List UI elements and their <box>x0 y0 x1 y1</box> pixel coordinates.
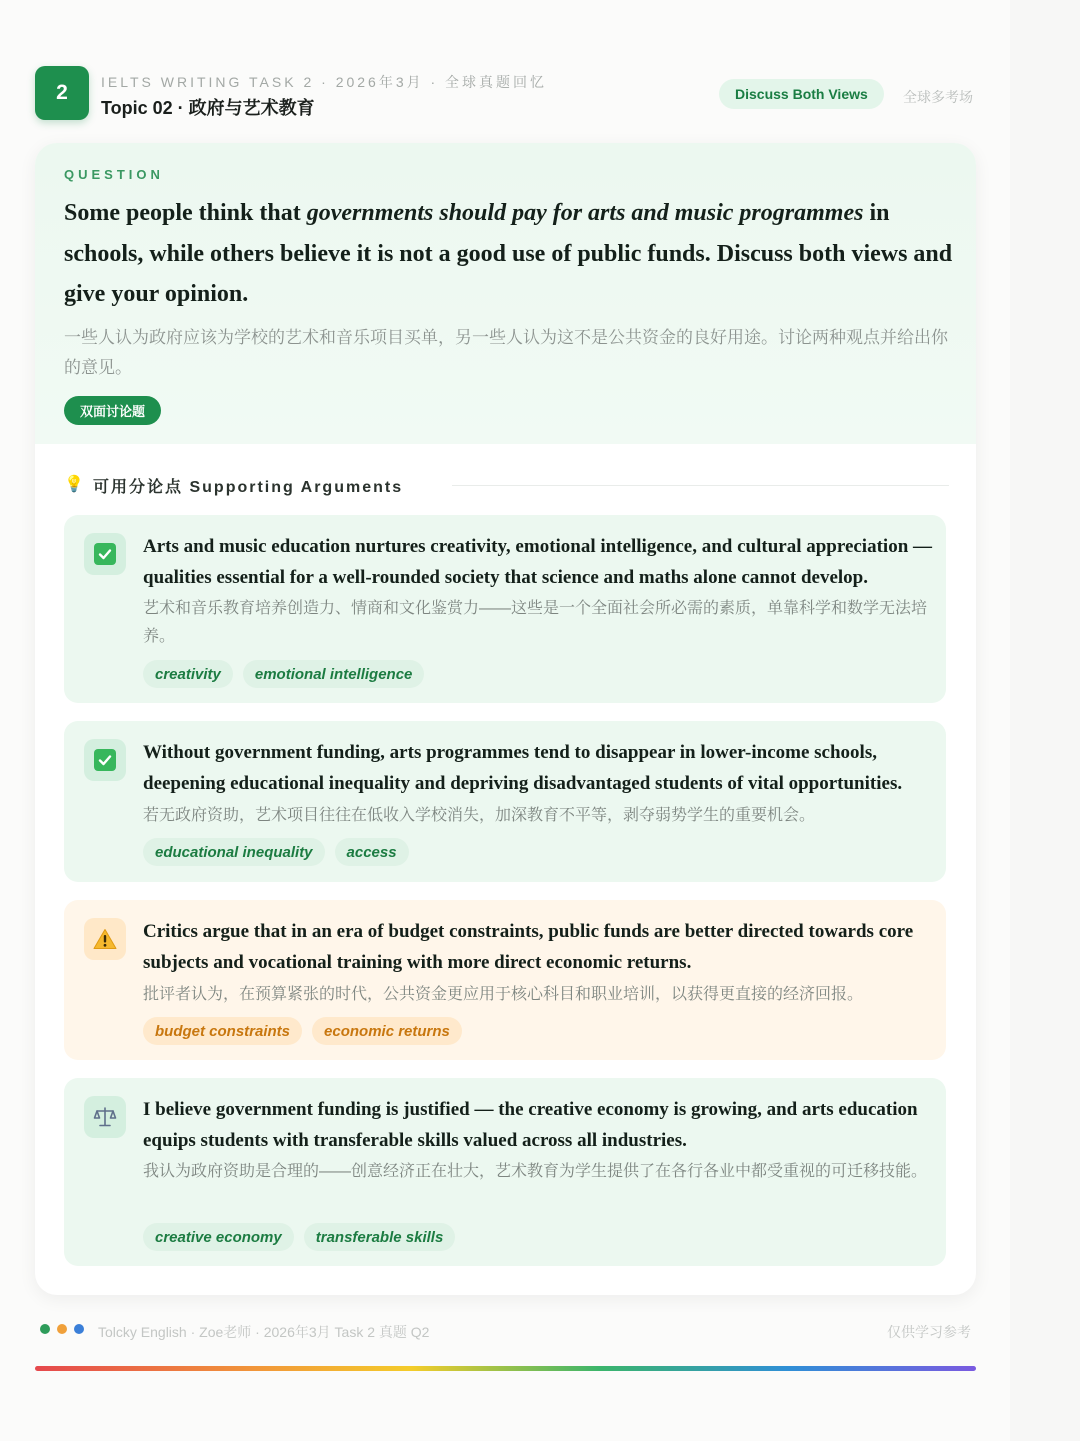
blue-dot-icon <box>74 1324 84 1334</box>
section-title <box>93 474 403 497</box>
region-label: 全球多考场 <box>903 89 973 105</box>
keyword-row <box>143 1223 455 1251</box>
question-text-after: in schools, while others believe it is not a good use of public funds. Discuss both views and give your opinion. <box>64 200 953 307</box>
footer <box>40 1320 976 1340</box>
argument-card <box>64 900 946 1060</box>
keyword-chip: creative economy <box>143 1223 294 1251</box>
section-title-en: Supporting Arguments <box>189 479 404 496</box>
main-card <box>35 143 976 1295</box>
keyword-chip: economic returns <box>312 1017 462 1045</box>
question-type-pill: Discuss Both Views <box>719 79 884 109</box>
keyword-chip: creativity <box>143 660 233 688</box>
question-text-before: Some people think that <box>64 200 307 226</box>
question-text <box>64 193 954 315</box>
header <box>35 66 976 122</box>
argument-text-en: Arts and music education nurtures creativity, emotional intelligence, and cultural appreciation — qualities essential for a well-rounded society that science and maths alone cannot develop. <box>143 536 933 588</box>
question-panel <box>35 143 976 444</box>
footer-note: 仅供学习参考 <box>887 1324 971 1340</box>
keyword-chip: emotional intelligence <box>243 660 425 688</box>
check-icon <box>84 739 126 781</box>
section-header <box>64 473 949 497</box>
balance-scale-icon <box>84 1096 126 1138</box>
orange-dot-icon <box>57 1324 67 1334</box>
topic-number-badge: 2 <box>35 66 89 120</box>
green-dot-icon <box>40 1324 50 1334</box>
rainbow-bar <box>35 1366 976 1371</box>
question-tag: 双面讨论题 <box>64 396 161 425</box>
keyword-chip: transferable skills <box>304 1223 456 1251</box>
eyebrow-label: IELTS WRITING TASK 2 · 2026年3月 · 全球真题回忆 <box>101 74 548 90</box>
topic-title: Topic 02 · 政府与艺术教育 <box>101 98 315 118</box>
argument-card <box>64 515 946 703</box>
argument-text-cn: 批评者认为，在预算紧张的时代，公共资金更应用于核心科目和职业培训，以获得更直接的经济回报。 <box>143 986 864 1003</box>
question-translation: 一些人认为政府应该为学校的艺术和音乐项目买单，另一些人认为这不是公共资金的良好用途。讨论两种观点并给出你的意见。 <box>64 328 948 377</box>
argument-text-en: I believe government funding is justified — the creative economy is growing, and arts education equips students with transferable skills valued across all industries. <box>143 1099 918 1151</box>
lightbulb-icon: 💡 <box>64 476 84 493</box>
argument-card <box>64 1078 946 1266</box>
keyword-chip: budget constraints <box>143 1017 302 1045</box>
keyword-row <box>143 660 424 688</box>
argument-card <box>64 721 946 882</box>
keyword-row <box>143 838 409 866</box>
footer-credit: Tolcky English · Zoe老师 · 2026年3月 Task 2 真题 Q2 <box>98 1324 430 1340</box>
section-title-cn: 可用分论点 <box>93 479 184 496</box>
question-text-emphasis: governments should pay for arts and music programmes <box>306 200 864 226</box>
warning-icon <box>84 918 126 960</box>
keyword-row <box>143 1017 462 1045</box>
argument-text-en: Critics argue that in an era of budget constraints, public funds are better directed towards core subjects and vocational training with more direct economic returns. <box>143 921 914 973</box>
check-icon <box>84 533 126 575</box>
keyword-chip: access <box>335 838 409 866</box>
argument-text-cn: 艺术和音乐教育培养创造力、情商和文化鉴赏力——这些是一个全面社会所必需的素质，单靠科学和数学无法培养。 <box>143 600 928 645</box>
keyword-chip: educational inequality <box>143 838 325 866</box>
argument-text-en: Without government funding, arts programmes tend to disappear in lower-income schools, deepening educational inequality and depriving disadvantaged students of vital opportunities. <box>143 742 903 794</box>
argument-text-cn: 若无政府资助，艺术项目往往在低收入学校消失，加深教育不平等，剥夺弱势学生的重要机会。 <box>143 807 816 824</box>
argument-text-cn: 我认为政府资助是合理的——创意经济正在壮大，艺术教育为学生提供了在各行各业中都受重视的可迁移技能。 <box>143 1163 928 1180</box>
question-label: QUESTION <box>64 167 164 182</box>
section-divider <box>452 485 949 486</box>
